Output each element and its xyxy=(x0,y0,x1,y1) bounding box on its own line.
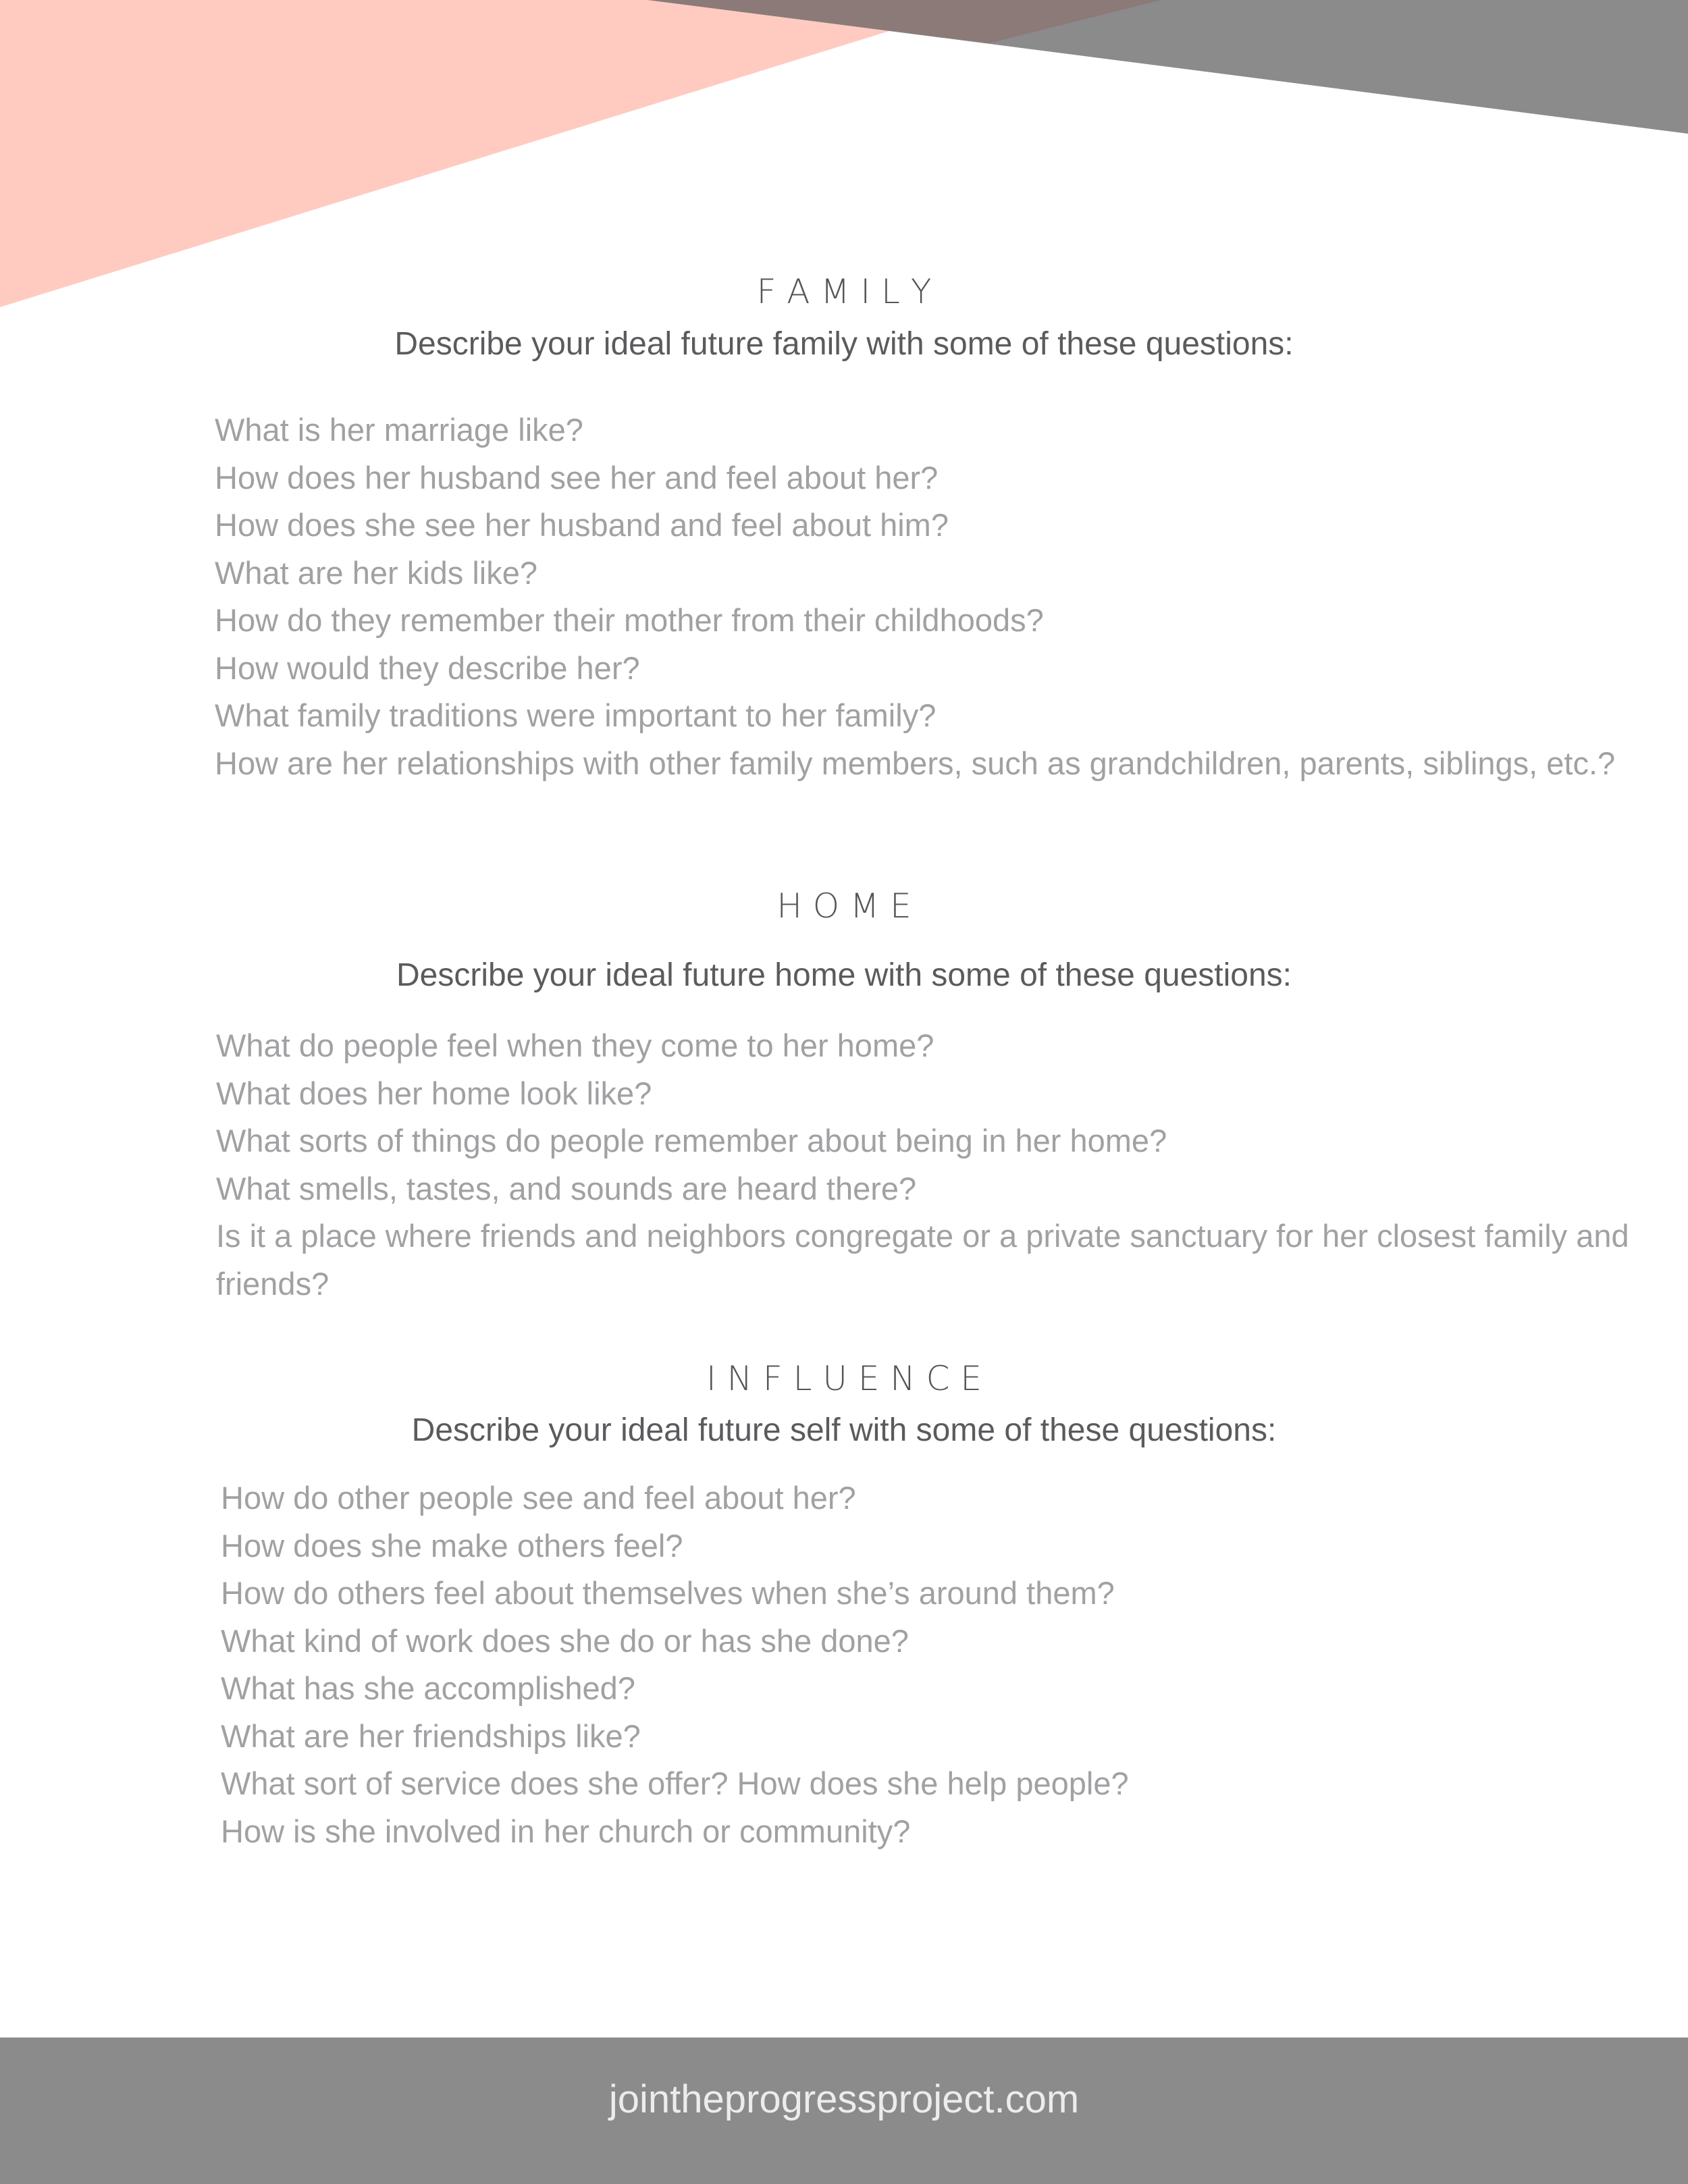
list-item: How does her husband see her and feel about her? xyxy=(215,459,939,496)
family-subtitle: Describe your ideal future family with some of these questions: xyxy=(394,326,1294,362)
list-item: How do they remember their mother from their childhoods? xyxy=(215,602,1044,638)
footer-bar xyxy=(0,2037,1688,2184)
list-item: What kind of work does she do or has she done? xyxy=(221,1622,909,1659)
list-item: How is she involved in her church or community? xyxy=(221,1813,911,1849)
list-item: What is her marriage like? xyxy=(215,412,583,448)
influence-subtitle: Describe your ideal future self with some of these questions: xyxy=(411,1412,1277,1448)
list-item: How does she make others feel? xyxy=(221,1527,683,1564)
list-item: What are her friendships like? xyxy=(221,1717,641,1754)
list-item: What sorts of things do people remember about being in her home? xyxy=(216,1123,1167,1158)
list-item: How would they describe her? xyxy=(215,649,640,686)
influence-title: I N F L U E N C E xyxy=(706,1359,982,1398)
list-item: How do other people see and feel about her? xyxy=(221,1480,856,1516)
list-item: What has she accomplished? xyxy=(221,1670,635,1706)
home-title: H O M E xyxy=(776,886,912,926)
family-title: F A M I L Y xyxy=(756,272,932,311)
footer-website-link[interactable]: jointheprogressproject.com xyxy=(608,2077,1080,2121)
list-item: What smells, tastes, and sounds are heard there? xyxy=(216,1170,917,1206)
gray-band-shape xyxy=(648,0,1688,134)
list-item: What do people feel when they come to her home? xyxy=(216,1028,934,1063)
list-item: How are her relationships with other family members, such as grandchildren, parents, siblings, etc.? xyxy=(215,745,1616,781)
list-item: Is it a place where friends and neighbors congregate or a private sanctuary for her closest family and friends? xyxy=(216,1218,1629,1302)
home-subtitle: Describe your ideal future home with some of these questions: xyxy=(396,957,1292,993)
list-item: How does she see her husband and feel about him? xyxy=(215,507,949,543)
list-item: What does her home look like? xyxy=(216,1075,652,1111)
influence-question-list xyxy=(221,1474,1639,1855)
home-question-list xyxy=(216,1022,1641,1308)
family-question-list xyxy=(215,406,1633,787)
list-item: What family traditions were important to her family? xyxy=(215,697,937,733)
list-item: What are her kids like? xyxy=(215,554,538,591)
list-item: What sort of service does she offer? How does she help people? xyxy=(221,1765,1129,1801)
pink-triangle-shape xyxy=(0,0,989,307)
list-item: How do others feel about themselves when she’s around them? xyxy=(221,1575,1115,1611)
